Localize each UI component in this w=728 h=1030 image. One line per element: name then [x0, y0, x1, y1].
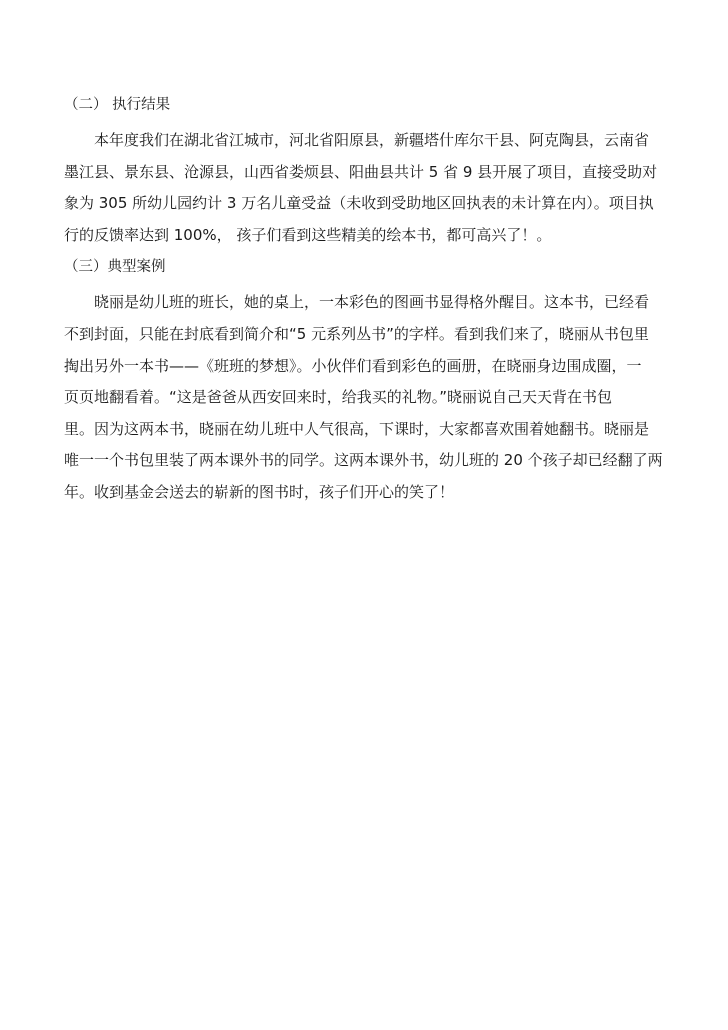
- paragraph-line: 掏出另外一本书——《班班的梦想》。小伙伴们看到彩色的画册，在晓丽身边围成圈，一: [64, 356, 642, 375]
- paragraph-line: 年。收到基金会送去的崭新的图书时，孩子们开心的笑了！: [64, 482, 455, 501]
- document-body: [64, 93, 668, 509]
- results-paragraph: [64, 125, 668, 251]
- section-heading-results: （二） 执行结果: [64, 97, 171, 113]
- case-paragraph: [64, 287, 668, 508]
- paragraph-line: 象为 305 所幼儿园约计 3 万名儿童受益（未收到受助地区回执表的未计算在内）。项目执: [64, 194, 654, 213]
- paragraph-line: 里。因为这两本书，晓丽在幼儿班中人气很高，下课时，大家都喜欢围着她翻书。晓丽是: [64, 419, 650, 438]
- paragraph-line: 本年度我们在湖北省江城市，河北省阳原县，新疆塔什库尔干县、阿克陶县，云南省: [94, 131, 650, 149]
- paragraph-line: 唯一一个书包里装了两本课外书的同学。这两本课外书，幼儿班的 20 个孩子却已经翻了两: [64, 451, 663, 470]
- paragraph-line: 墨江县、景东县、沧源县，山西省娄烦县、阳曲县共计 5 省 9 县开展了项目，直接受助对: [64, 162, 658, 181]
- paragraph-line: 页页地翻看着。“这是爸爸从西安回来时，给我买的礼物。”晓丽说自己天天背在书包: [64, 388, 613, 407]
- paragraph-line: 行的反馈率达到 100%， 孩子们看到这些精美的绘本书，都可高兴了！。: [64, 225, 552, 244]
- paragraph-line: 不到封面，只能在封底看到简介和“5 元系列丛书”的字样。看到我们来了，晓丽从书包里: [64, 324, 649, 343]
- paragraph-line: 晓丽是幼儿班的班长，她的桌上，一本彩色的图画书显得格外醒目。这本书，已经看: [94, 293, 650, 312]
- section-heading-case: （三）典型案例: [64, 259, 166, 276]
